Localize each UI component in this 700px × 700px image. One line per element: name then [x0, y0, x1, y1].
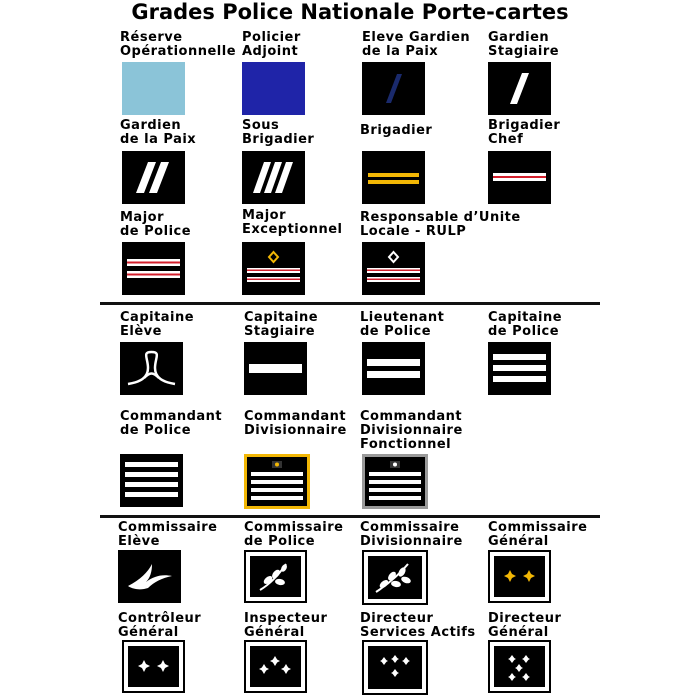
- two-silver-stars-icon: [124, 642, 183, 691]
- grade-label-eleve-gardien: Eleve Gardien de la Paix: [362, 30, 471, 59]
- insignia-major-de-police: [122, 242, 185, 295]
- grade-label-commissaire-divisionnaire: Commissaire Divisionnaire: [360, 520, 463, 549]
- grade-label-commandant-de-police: Commandant de Police: [120, 409, 223, 438]
- two-white-bars-icon: [362, 342, 425, 395]
- one-white-bar-icon: [244, 342, 307, 395]
- gold-diamond-stripes-icon: [242, 242, 305, 295]
- insignia-commandant-divisionnaire: [244, 454, 310, 509]
- insignia-commissaire-eleve: [118, 550, 181, 603]
- insignia-commissaire-de-police: [244, 550, 307, 603]
- insignia-capitaine-de-police: [488, 342, 551, 395]
- gold-double-stripe-icon: [362, 151, 425, 204]
- three-white-slashes-icon: [242, 151, 305, 204]
- four-white-bars-icon: [120, 454, 183, 507]
- insignia-sous-brigadier: [242, 151, 305, 204]
- insignia-brigadier: [362, 151, 425, 204]
- grade-label-controleur-general: Contrôleur Général: [118, 611, 202, 640]
- white-slash-icon: [488, 62, 551, 115]
- grade-label-commissaire-eleve: Commissaire Elève: [118, 520, 218, 549]
- grade-label-gardien-de-la-paix: Gardien de la Paix: [120, 118, 197, 147]
- knot-icon: [120, 342, 183, 395]
- dark-blue-slash-icon: [362, 62, 425, 115]
- oak-leaves-icon: [364, 552, 426, 603]
- grade-label-major-exceptionnel: Major Exceptionnel: [242, 208, 343, 237]
- insignia-lieutenant: [362, 342, 425, 395]
- insignia-commandant-divisionnaire-fonctionnel: [362, 454, 428, 509]
- grade-label-reserve-operationnelle: Réserve Opérationnelle: [120, 30, 237, 59]
- grade-label-directeur-general: Directeur Général: [488, 611, 562, 640]
- silver-bordered-bars-icon: [365, 457, 425, 506]
- grade-label-capitaine-stagiaire: Capitaine Stagiaire: [244, 310, 319, 339]
- three-white-bars-icon: [488, 342, 551, 395]
- insignia-capitaine-stagiaire: [244, 342, 307, 395]
- gold-bordered-bars-icon: [247, 457, 307, 506]
- insignia-policier-adjoint: [242, 62, 305, 115]
- page-title: Grades Police Nationale Porte-cartes: [131, 0, 569, 24]
- insignia-brigadier-chef: [488, 151, 551, 204]
- grade-label-major-de-police: Major de Police: [120, 210, 192, 239]
- insignia-capitaine-eleve: [120, 342, 183, 395]
- grade-label-sous-brigadier: Sous Brigadier: [242, 118, 315, 147]
- insignia-major-exceptionnel: [242, 242, 305, 295]
- insignia-gardien-de-la-paix: [122, 151, 185, 204]
- grade-label-commissaire-de-police: Commissaire de Police: [244, 520, 344, 549]
- insignia-commissaire-general: [488, 550, 551, 603]
- grade-label-commandant-divisionnaire-fonctionnel: Commandant Divisionnaire Fonctionnel: [360, 409, 463, 452]
- white-diamond-stripes-icon: [362, 242, 425, 295]
- section-divider: [100, 515, 600, 518]
- grade-label-policier-adjoint: Policier Adjoint: [242, 30, 301, 59]
- grade-label-capitaine-eleve: Capitaine Elève: [120, 310, 195, 339]
- wing-icon: [118, 550, 181, 603]
- insignia-rulp: [362, 242, 425, 295]
- grade-label-lieutenant: Lieutenant de Police: [360, 310, 445, 339]
- insignia-directeur-general: [488, 640, 551, 693]
- grade-label-brigadier: Brigadier: [360, 123, 433, 138]
- insignia-eleve-gardien: [362, 62, 425, 115]
- grade-label-inspecteur-general: Inspecteur Général: [244, 611, 328, 640]
- insignia-directeur-services-actifs: [362, 640, 428, 695]
- insignia-controleur-general: [122, 640, 185, 693]
- insignia-commissaire-divisionnaire: [362, 550, 428, 605]
- four-silver-stars-icon: [364, 642, 426, 693]
- grade-label-capitaine-de-police: Capitaine de Police: [488, 310, 563, 339]
- grade-label-gardien-stagiaire: Gardien Stagiaire: [488, 30, 560, 59]
- three-silver-stars-icon: [246, 642, 305, 691]
- two-gold-stars-icon: [490, 552, 549, 601]
- insignia-inspecteur-general: [244, 640, 307, 693]
- insignia-gardien-stagiaire: [488, 62, 551, 115]
- grade-label-commandant-divisionnaire: Commandant Divisionnaire: [244, 409, 347, 438]
- grade-label-brigadier-chef: Brigadier Chef: [488, 118, 561, 147]
- five-silver-stars-icon: [490, 642, 549, 691]
- section-divider: [100, 302, 600, 305]
- two-white-red-stripes-icon: [122, 242, 185, 295]
- grade-label-commissaire-general: Commissaire Général: [488, 520, 588, 549]
- grade-label-rulp: Responsable d’Unite Locale - RULP: [360, 210, 521, 239]
- oak-leaf-icon: [246, 552, 305, 601]
- insignia-commandant-de-police: [120, 454, 183, 507]
- two-white-slashes-icon: [122, 151, 185, 204]
- white-red-stripe-icon: [488, 151, 551, 204]
- insignia-reserve-operationnelle: [122, 62, 185, 115]
- grade-label-directeur-services-actifs: Directeur Services Actifs: [360, 611, 476, 640]
